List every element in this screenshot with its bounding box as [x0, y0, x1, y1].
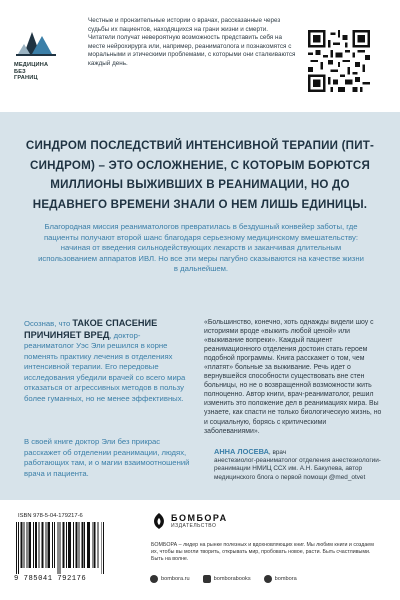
social-link-telegram[interactable] [264, 575, 297, 583]
telegram-icon [264, 575, 272, 583]
publisher-logo [151, 512, 241, 530]
top-description: Честные и пронзительные истории о врачах, рассказанные через судьбы их пациентов, находящихся на грани жизни и смерти. Читатели получат невероятную возможность представить себя на месте нейрохирурга или, например, реаниматолога и познакомятся с моральными и этическими проблемами, с которыми они сталкиваются каждый день. [88, 17, 296, 67]
author-bio: анестезиолог-реаниматолог отделения анестезиологии-реанимации НМИЦ ССХ им. А.Н. Бакулева, автор медицинского блога о первой помощи @med_otvet [214, 457, 381, 481]
publisher-name: БОМБОРА [171, 513, 228, 523]
series-logo-top: МЕДИЦИНА [14, 62, 49, 68]
globe-icon [150, 575, 158, 583]
left-p1-emphasis: ТАКОЕ СПАСЕНИЕ ПРИЧИНЯЕТ ВРЕД [24, 318, 158, 340]
isbn-digits: 9 785041 792176 [14, 575, 87, 583]
social-vk-label: bomborabooks [213, 576, 251, 582]
series-logo-line2: ГРАНИЦ [14, 75, 38, 81]
qr-code-icon [308, 30, 370, 92]
intro-paragraph: Благородная миссия реаниматологов превратилась в бездушный конвейер заботы, где пациенты получают второй шанс благодаря серьезному медицинскому вмешательству: начиная от введения сильнодействующих лекарств и заканчивая длительным использованием аппаратов ИВЛ. Но все эти меры пагубно сказываются на качестве жизни в дальнейшем. [38, 222, 364, 274]
social-site-label: bombora.ru [161, 576, 190, 582]
social-link-site[interactable] [150, 575, 190, 583]
series-logo [14, 30, 66, 82]
left-paragraph-2: В своей книге доктор Эли без прикрас расскажет об отделении реанимации, людях, работающих там, и о магии взаимоотношений врача и пациента. [24, 437, 190, 478]
publisher-sub: ИЗДАТЕЛЬСТВО [171, 523, 217, 529]
headline: СИНДРОМ ПОСЛЕДСТВИЙ ИНТЕНСИВНОЙ ТЕРАПИИ (ПИТ-СИНДРОМ) – ЭТО ОСЛОЖНЕНИЕ, С КОТОРЫМ БОРЮТСЯ МИЛЛИОНЫ ВЫЖИВШИХ В РЕАНИМАЦИИ, НО ДО НЕДАВНЕГО ВРЕМЕНИ ЗНАЛИ О НЕМ ЛИШЬ ЕДИНИЦЫ. [25, 139, 375, 211]
author-name: АННА ЛОСЕВА [214, 447, 269, 456]
social-links [150, 575, 390, 583]
left-p1-rest: , доктор-реаниматолог Уэс Эли решился в корне поменять практику лечения в отделениях интенсивной терапии. Его передовые исследования убедили врачей со всего мира отказаться от агрессивных методов в пользу более гуманных, но не менее эффективных. [24, 330, 186, 403]
bombora-logo-icon [151, 512, 167, 530]
quote-author [214, 448, 384, 482]
isbn-label: ISBN 978-5-04-179217-6 [18, 513, 83, 519]
author-title: , врач [268, 449, 287, 456]
social-telegram-label: bombora [274, 576, 297, 582]
social-link-vk[interactable] [203, 575, 251, 583]
series-logo-line1: БЕЗ [14, 68, 26, 75]
left-p1-lead: Осознав, что [24, 319, 73, 328]
review-quote: «Большинство, конечно, хоть однажды видели шоу с историями вроде «выжить любой ценой» или «выживание вопреки». Каждый пациент реанимационного отделения достоин стать героем подобной программы. Книга расскажет о том, чем «платят» больные за выживание. Речь идет о вернувшейся способности существовать вне стен больницы, но не о возвращенной возможности жить полноценно. Автор книги, врач-реаниматолог, решил изменить это положение дел в реанимациях мира. Вы узнаете, как спасти не только биологическую жизнь, но и социальную, борясь с критическими заболеваниями». [204, 319, 382, 435]
vk-icon [203, 575, 211, 583]
publisher-description: БОМБОРА – лидер на рынке полезных и вдохновляющих книг. Мы любим книги и создаем их, чтобы вы могли творить, открывать мир, пробовать новое, расти. Быть счастливыми. Быть на волне. [151, 542, 374, 562]
barcode-icon [16, 522, 106, 574]
series-logo-icon [14, 30, 60, 60]
left-paragraph-1 [24, 318, 190, 404]
